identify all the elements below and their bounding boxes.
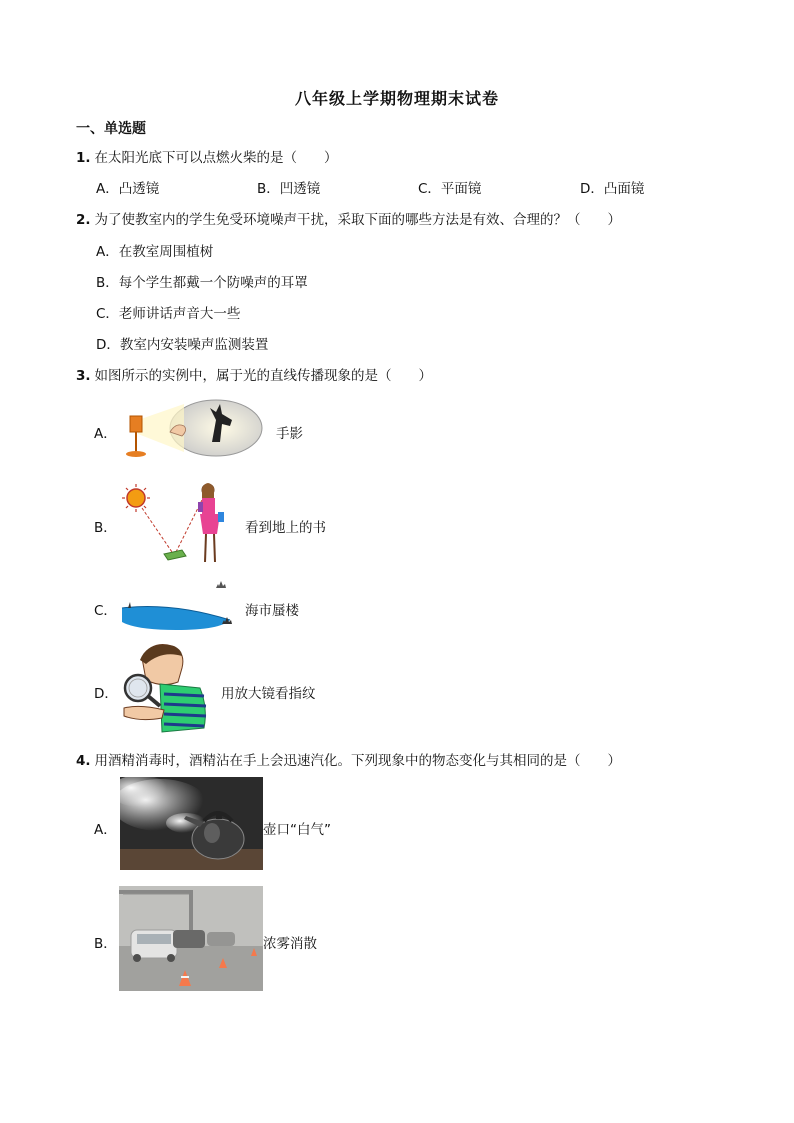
section-heading: 一、单选题: [76, 121, 146, 137]
q1-option-d[interactable]: D．凸面镜: [580, 181, 645, 197]
q4-option-b-letter[interactable]: B．: [94, 936, 117, 952]
question-4: [76, 749, 621, 769]
mirage-illustration: [118, 580, 238, 632]
fog-road-photo: [119, 886, 263, 991]
question-number: 1.: [76, 150, 91, 166]
q2-option-a[interactable]: A．在教室周围植树: [96, 244, 214, 260]
q3-option-c-letter[interactable]: C．: [94, 603, 117, 619]
book-reflection-illustration: [120, 478, 240, 570]
q2-option-d[interactable]: D．教室内安装噪声监测装置: [96, 337, 269, 353]
question-text: 在太阳光底下可以点燃火柴的是（ ）: [94, 150, 338, 166]
question-number: 4.: [76, 753, 91, 769]
q2-option-c[interactable]: C．老师讲话声音大一些: [96, 306, 241, 322]
q2-option-b[interactable]: B．每个学生都戴一个防噪声的耳罩: [96, 275, 308, 291]
q3-option-a-letter[interactable]: A．: [94, 426, 117, 442]
q4-option-a-letter[interactable]: A．: [94, 822, 117, 838]
q1-option-a[interactable]: A．凸透镜: [96, 181, 160, 197]
q3-option-b-letter[interactable]: B．: [94, 520, 117, 536]
question-number: 3.: [76, 368, 91, 384]
question-number: 2.: [76, 212, 91, 228]
question-text: 为了使教室内的学生免受环境噪声干扰，采取下面的哪些方法是有效、合理的？（ ）: [94, 212, 622, 228]
q1-option-c[interactable]: C．平面镜: [418, 181, 482, 197]
q4-option-b-caption: 浓雾消散: [263, 936, 317, 952]
question-text: 用酒精消毒时，酒精沾在手上会迅速汽化。下列现象中的物态变化与其相同的是（ ）: [94, 753, 622, 769]
q1-option-b[interactable]: B．凹透镜: [257, 181, 321, 197]
q3-option-a-caption: 手影: [276, 426, 303, 442]
kettle-steam-photo: [120, 777, 263, 870]
q4-option-a-caption: 壶口“白气”: [263, 822, 331, 838]
q3-option-c-caption: 海市蜃楼: [245, 603, 299, 619]
question-3: [76, 364, 432, 384]
q3-option-b-caption: 看到地上的书: [245, 520, 326, 536]
magnifier-illustration: [120, 640, 212, 734]
q3-option-d-letter[interactable]: D．: [94, 686, 118, 702]
q3-option-d-caption: 用放大镜看指纹: [221, 686, 316, 702]
question-1: [76, 146, 338, 166]
page-title: 八年级上学期物理期末试卷: [294, 89, 499, 108]
question-2: [76, 208, 621, 228]
question-text: 如图所示的实例中，属于光的直线传播现象的是（ ）: [94, 368, 433, 384]
hand-shadow-illustration: [124, 398, 264, 460]
